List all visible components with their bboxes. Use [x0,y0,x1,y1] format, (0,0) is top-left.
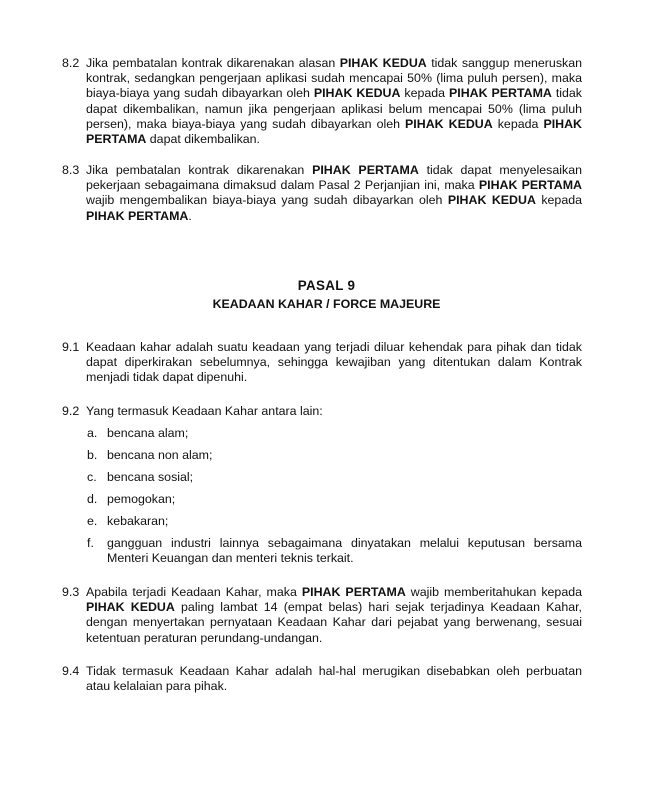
party-name: PIHAK KEDUA [86,600,175,615]
list-letter: c. [87,470,97,484]
text-run: Yang termasuk Keadaan Kahar antara lain: [86,404,323,418]
clause-text [86,340,582,386]
clause-number: 8.3 [62,163,80,177]
clause-number: 8.2 [62,56,80,70]
text-run: kepada [492,116,544,131]
clause-8-3 [62,163,582,224]
clause-text [86,56,582,147]
list-text: bencana sosial; [107,470,194,484]
party-name: PIHAK PERTAMA [301,585,406,599]
text-run: Jika pembatalan kontrak dikarenakan alasan [86,56,340,70]
list-text: pemogokan; [107,492,176,506]
list-text: bencana alam; [107,426,189,440]
party-name: PIHAK KEDUA [339,56,427,70]
list-item [87,536,582,566]
text-run: tidak sanggup meneruskan kontrak, sedangkan pengerjaan aplikasi sudah mencapai 50% (lima puluh persen), maka biaya-biaya yang sudah dibayarkan oleh [86,56,582,101]
text-run: tidak dapat menyelesaikan pekerjaan sebagaimana dimaksud dalam Pasal 2 Perjanjian ini, maka [86,163,582,193]
text-run: Apabila terjadi Keadaan Kahar, maka [86,585,302,599]
pasal-subtitle: KEADAAN KAHAR / FORCE MAJEURE [212,297,441,311]
clause-8-2 [62,56,582,147]
list-item [87,448,582,463]
clause-number: 9.3 [62,585,80,599]
list-letter: b. [87,448,98,462]
text-run: wajib memberitahukan kepada [405,585,582,599]
clause-9-2 [62,404,582,419]
clause-text [86,404,582,419]
clause-text [86,664,582,694]
text-run: Jika pembatalan kontrak dikarenakan [86,163,313,177]
clause-9-4 [62,664,582,694]
clause-number: 9.1 [62,340,80,354]
list-item [87,514,582,529]
text-run: paling lambat 14 (empat belas) hari sejak terjadinya Keadaan Kahar, dengan menyertakan pernyataan Keadaan Kahar dari pejabat yang berwenang, sesuai ketentuan peraturan perundang-undangan. [86,600,582,645]
list-letter: e. [87,514,98,528]
text-run: wajib mengembalikan biaya-biaya yang sudah dibayarkan oleh [86,193,448,208]
clause-number: 9.4 [62,664,80,678]
text-run: dapat dikembalikan. [146,132,260,147]
list-text: bencana non alam; [107,448,213,462]
list-letter: f. [87,536,94,550]
list-letter: a. [87,426,98,440]
text-run: . [188,208,192,223]
text-run: kepada [400,86,449,101]
party-name: PIHAK KEDUA [447,193,536,208]
text-run: tidak dapat dikembalikan, namun jika pengerjaan aplikasi belum mencapai 50% (lima puluh persen), maka biaya-biaya yang sudah dibayarkan oleh [86,86,582,131]
list-item [87,470,582,485]
party-name: PIHAK PERTAMA [86,208,189,223]
party-name: PIHAK KEDUA [405,116,493,131]
clause-9-3 [62,585,582,646]
list-letter: d. [87,492,98,506]
party-name: PIHAK PERTAMA [478,178,582,193]
text-run: Tidak termasuk Keadaan Kahar adalah hal-hal merugikan disebabkan oleh perbuatan atau kelalaian para pihak. [86,664,582,694]
list-text: kebakaran; [107,514,169,528]
clause-text [86,163,582,224]
pasal-title: PASAL 9 [297,278,356,293]
party-name: PIHAK KEDUA [313,86,401,101]
clause-9-1 [62,340,582,386]
list-item [87,426,582,441]
text-run: kepada [535,193,582,208]
party-name: PIHAK PERTAMA [86,116,582,147]
text-run: Keadaan kahar adalah suatu keadaan yang terjadi diluar kehendak para pihak dan tidak dapat diperkirakan sebelumnya, sehingga kewajiban yang ditentukan dalam Kontrak menjadi tidak dapat dipenuhi. [86,340,582,385]
list-text: gangguan industri lainnya sebagaimana dinyatakan melalui keputusan bersama Menteri Keuangan dan menteri teknis terkait. [107,536,582,566]
clause-number: 9.2 [62,404,80,418]
party-name: PIHAK PERTAMA [449,86,552,101]
party-name: PIHAK PERTAMA [312,163,419,177]
clause-text [86,585,582,646]
list-item [87,492,582,507]
